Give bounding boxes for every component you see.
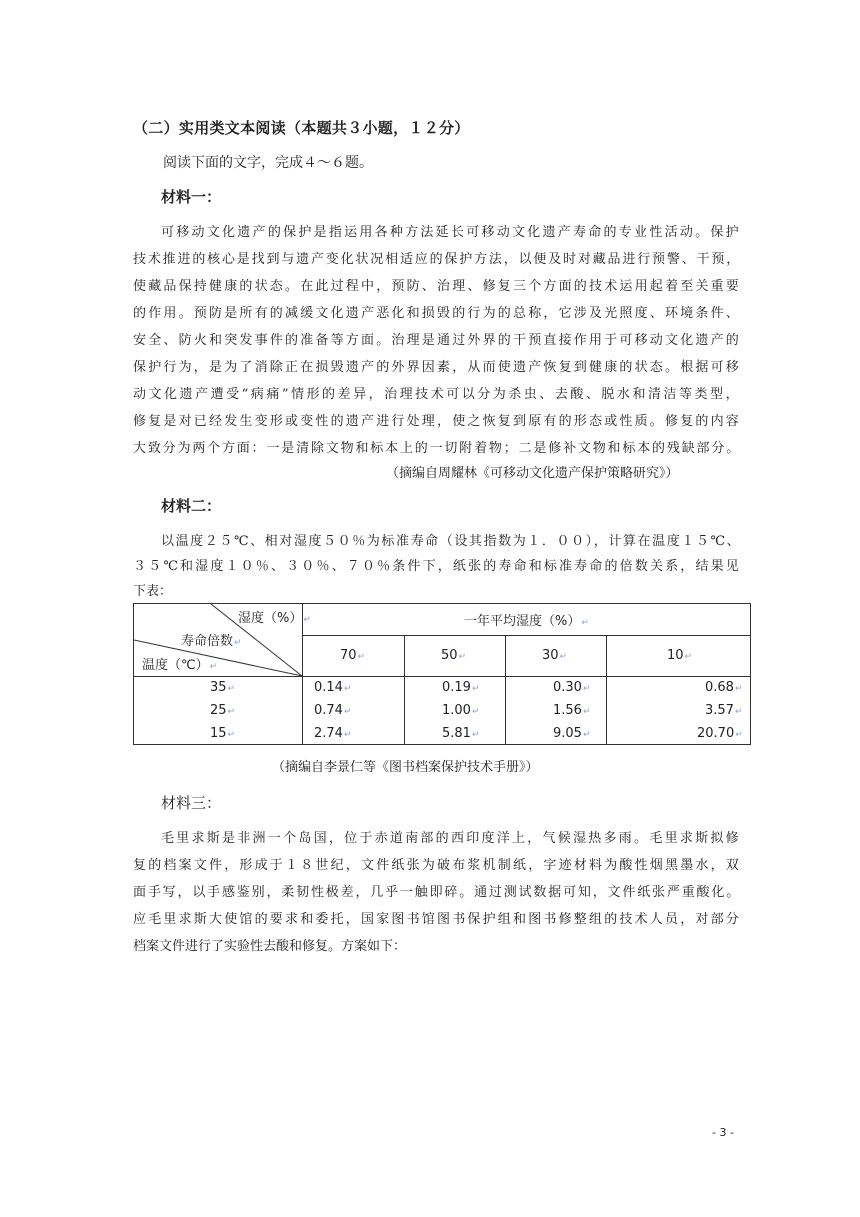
table-cell: 5.81↵ — [442, 726, 480, 741]
paper-lifetime-table — [133, 603, 751, 745]
material1-line: 保护行为，是为了消除正在损毁遗产的外界因素，从而使遗产恢复到健康的状态。根据可移 — [133, 360, 742, 375]
table-cell: 0.19↵ — [442, 680, 480, 695]
material2-line: ３５℃和湿度１０％、３０％、７０％条件下，纸张的寿命和标准寿命的倍数关系，结果见 — [133, 559, 741, 574]
row-temperature: 25↵ — [210, 703, 236, 718]
column-header: 50↵ — [441, 648, 467, 663]
material2-source: （摘编自李景仁等《图书档案保护技术手册》） — [272, 760, 539, 775]
page-number: - 3 - — [712, 1126, 734, 1139]
table-cell: 0.14↵ — [314, 680, 352, 695]
material1-line: 动文化遗产遭受“病痛”情形的差异，治理技术可以分为杀虫、去酸、脱水和清洁等类型， — [133, 387, 742, 402]
table-cell: 1.00↵ — [442, 703, 480, 718]
corner-multiple-label: 寿命倍数↵ — [181, 634, 242, 649]
material2-line: 下表： — [133, 584, 173, 599]
material1-line: 技术推进的核心是找到与遗产变化状况相适应的保护方法，以便及时对藏品进行预警、干预， — [133, 252, 742, 267]
table-header-humidity: 一年平均湿度（%）↵ — [464, 614, 589, 629]
table-cell: 20.70↵ — [697, 726, 743, 741]
material3-line: 复的档案文件，形成于１８世纪，文件纸张为破布浆机制纸，字迹材料为酸性烟黑墨水，双 — [133, 858, 742, 873]
column-header: 70↵ — [340, 648, 366, 663]
table-cell: 3.57↵ — [705, 703, 743, 718]
material1-line: 修复是对已经发生变形或变性的遗产进行处理，使之恢复到原有的形态或性质。修复的内容 — [133, 414, 742, 429]
corner-humidity-label: 湿度（%）↵ — [238, 611, 311, 626]
column-header: 30↵ — [542, 648, 568, 663]
material2-line: 以温度２５℃、相对湿度５０％为标准寿命（设其指数为１．００），计算在温度１５℃、 — [161, 534, 742, 549]
row-temperature: 15↵ — [210, 726, 236, 741]
material3-line: 面手写，以手感鉴别，柔韧性极差，几乎一触即碎。通过测试数据可知，文件纸张严重酸化。 — [133, 885, 742, 900]
table-cell: 0.74↵ — [314, 703, 352, 718]
table-cell: 9.05↵ — [553, 726, 591, 741]
material1-source: （摘编自周耀林《可移动文化遗产保护策略研究》） — [386, 466, 679, 481]
row-temperature: 35↵ — [210, 680, 236, 695]
material1-heading: 材料一： — [161, 188, 222, 206]
corner-temperature-label: 温度（℃）↵ — [142, 658, 218, 673]
table-cell: 0.30↵ — [553, 680, 591, 695]
material1-line: 安全、防火和突发事件的准备等方面。治理是通过外界的干预直接作用于可移动文化遗产的 — [133, 333, 742, 348]
material2-heading: 材料二： — [161, 497, 222, 515]
material3-line: 档案文件进行了实验性去酸和修复。方案如下： — [133, 939, 407, 954]
material1-line: 大致分为两个方面：一是清除文物和标本上的一切附着物；二是修补文物和标本的残缺部分。 — [133, 441, 742, 456]
material3-line: 毛里求斯是非洲一个岛国，位于赤道南部的西印度洋上，气候湿热多雨。毛里求斯拟修 — [161, 831, 741, 846]
material3-heading: 材料三： — [161, 794, 222, 812]
table-cell: 1.56↵ — [553, 703, 591, 718]
material1-line: 可移动文化遗产的保护是指运用各种方法延长可移动文化遗产寿命的专业性活动。保护 — [161, 225, 741, 240]
material1-line: 使藏品保持健康的状态。在此过程中，预防、治理、修复三个方面的技术运用起着至关重要 — [133, 279, 742, 294]
instruction-text: 阅读下面的文字，完成４～６题。 — [163, 155, 373, 171]
table-cell: 0.68↵ — [705, 680, 743, 695]
column-header: 10↵ — [667, 648, 693, 663]
material1-line: 的作用。预防是所有的减缓文化遗产恶化和损毁的行为的总称，它涉及光照度、环境条件、 — [133, 306, 742, 321]
table-cell: 2.74↵ — [314, 726, 352, 741]
section-title: （二）实用类文本阅读（本题共３小题，１２分） — [133, 119, 470, 137]
material3-line: 应毛里求斯大使馆的要求和委托，国家图书馆图书保护组和图书修整组的技术人员，对部分 — [133, 912, 742, 927]
